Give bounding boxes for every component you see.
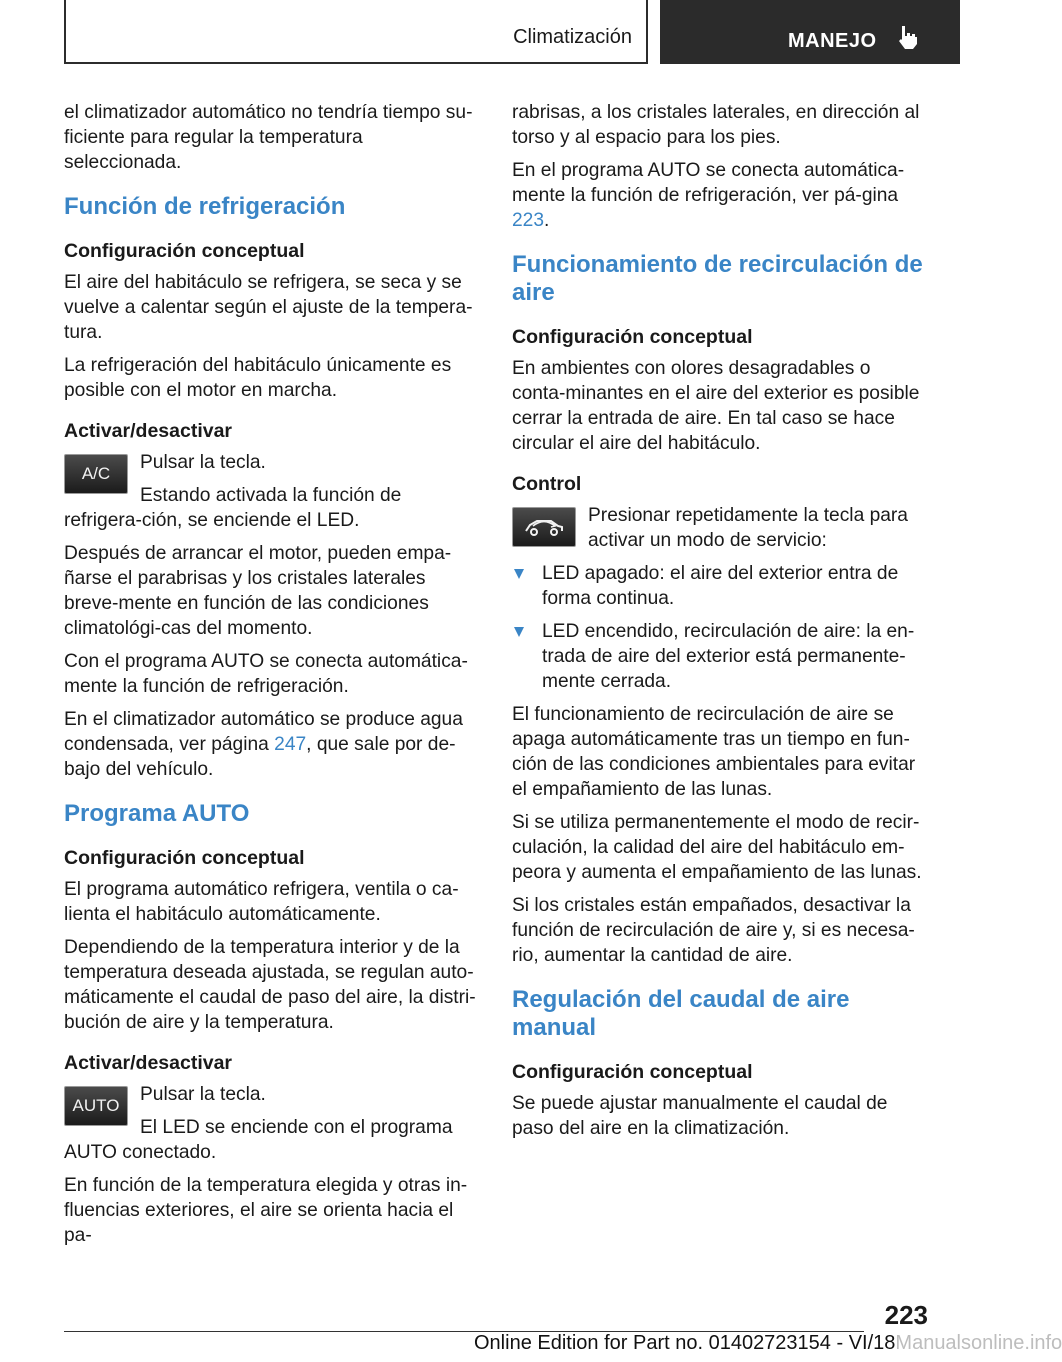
triangle-bullet-icon [514,569,524,579]
page-reference-link[interactable]: 247 [274,734,307,755]
auto-button-image: AUTO [64,1086,128,1126]
left-column [64,100,478,1256]
paragraph: Se puede ajustar manualmente el caudal de paso del aire en la climatización. [512,1093,888,1139]
list-item: LED apagado: el aire del exterior entra de forma continua. [512,561,926,611]
section-title: Climatización [513,26,632,48]
subheading-concept: Configuración conceptual [64,847,305,869]
paragraph: El aire del habitáculo se refrigera, se seca y se vuelve a calentar según el ajuste de la tempera‐tura. [64,272,473,343]
section-box [64,0,648,64]
chapter-tab-label: MANEJO [788,30,877,52]
paragraph: Pulsar la tecla. [140,1084,266,1105]
paragraph: En el programa AUTO se conecta automática‐mente la función de refrigeración, ver pá‐gina 223. [512,160,905,231]
paragraph: En ambientes con olores desagradables o conta‐minantes en el aire del exterior es posible cerrar la entrada de aire. En tal caso se hace circular el aire del habitáculo. [512,358,920,454]
paragraph: El LED se enciende con el programa AUTO conectado. [64,1117,453,1163]
ac-button-row [64,450,478,533]
page-number: 223 [884,1300,928,1330]
page-reference-link[interactable]: 223 [512,210,545,231]
paragraph: La refrigeración del habitáculo únicamente es posible con el motor en marcha. [64,355,452,401]
heading-cooling: Función de refrigeración [64,193,346,220]
paragraph: Dependiendo de la temperatura interior y de la temperatura deseada ajustada, se regulan auto‐máticamente el caudal de paso del aire, la distri‐bución de aire y la temperatura. [64,937,476,1033]
right-column [512,100,926,1149]
paragraph: El programa automático refrigera, ventila o ca‐lienta el habitáculo automáticamente. [64,879,459,925]
page-header [0,0,960,66]
paragraph: Si se utiliza permanentemente el modo de recir‐culación, la calidad del aire del habitáculo em‐peora y aumenta el empañamiento de las lunas. [512,812,922,883]
subheading-toggle: Activar/desactivar [64,1052,233,1074]
auto-button-row [64,1082,478,1165]
triangle-bullet-icon [514,627,524,637]
heading-auto: Programa AUTO [64,800,250,827]
paragraph: Estando activada la función de refrigera‐ción, se enciende el LED. [64,485,402,531]
subheading-control: Control [512,473,582,495]
footer-edition: Online Edition for Part no. 01402723154 - VI/18Manualsonline.info [474,1332,1062,1354]
paragraph: En función de la temperatura elegida y otras in‐fluencias exteriores, el aire se orienta hacia el pa‐ [64,1175,468,1246]
subheading-toggle: Activar/desactivar [64,420,233,442]
paragraph: Presionar repetidamente la tecla para activar un modo de servicio: [588,505,908,551]
subheading-concept: Configuración conceptual [512,1061,753,1083]
paragraph: rabrisas, a los cristales laterales, en dirección al torso y al espacio para los pies. [512,102,920,148]
intro-text: el climatizador automático no tendría tiempo su‐ficiente para regular la temperatura seleccionada. [64,102,473,173]
paragraph: Pulsar la tecla. [140,452,266,473]
heading-manual-airflow: Regulación del caudal de aire manual [512,986,850,1041]
paragraph: Después de arrancar el motor, pueden empa‐ñarse el parabrisas y los cristales laterales breve‐mente en función de las condiciones climatológi‐cas del momento. [64,543,452,639]
paragraph: En el climatizador automático se produce agua condensada, ver página 247, que sale por de‐bajo del vehículo. [64,709,463,780]
paragraph: Con el programa AUTO se conecta automática‐mente la función de refrigeración. [64,651,468,697]
paragraph: Si los cristales están empañados, desactivar la función de recirculación de aire y, si es necesa‐rio, aumentar la cantidad de aire. [512,895,915,966]
heading-recirculation: Funcionamiento de recirculación de aire [512,251,923,306]
watermark: Manualsonline.info [895,1332,1062,1354]
subheading-concept: Configuración conceptual [512,326,753,348]
hand-pointer-icon [896,24,920,50]
chapter-tab [660,0,960,64]
recirculation-button-row [512,503,926,553]
paragraph: El funcionamiento de recirculación de aire se apaga automáticamente tras un tiempo en fun‐ción de las condiciones ambientales para evitar el empañamiento de las lunas. [512,704,916,800]
list-item: LED encendido, recirculación de aire: la en‐trada de aire del exterior está permanente‐mente cerrada. [512,619,926,694]
subheading-concept: Configuración conceptual [64,240,305,262]
car-recirculation-icon [512,507,576,547]
ac-button-image: A/C [64,454,128,494]
